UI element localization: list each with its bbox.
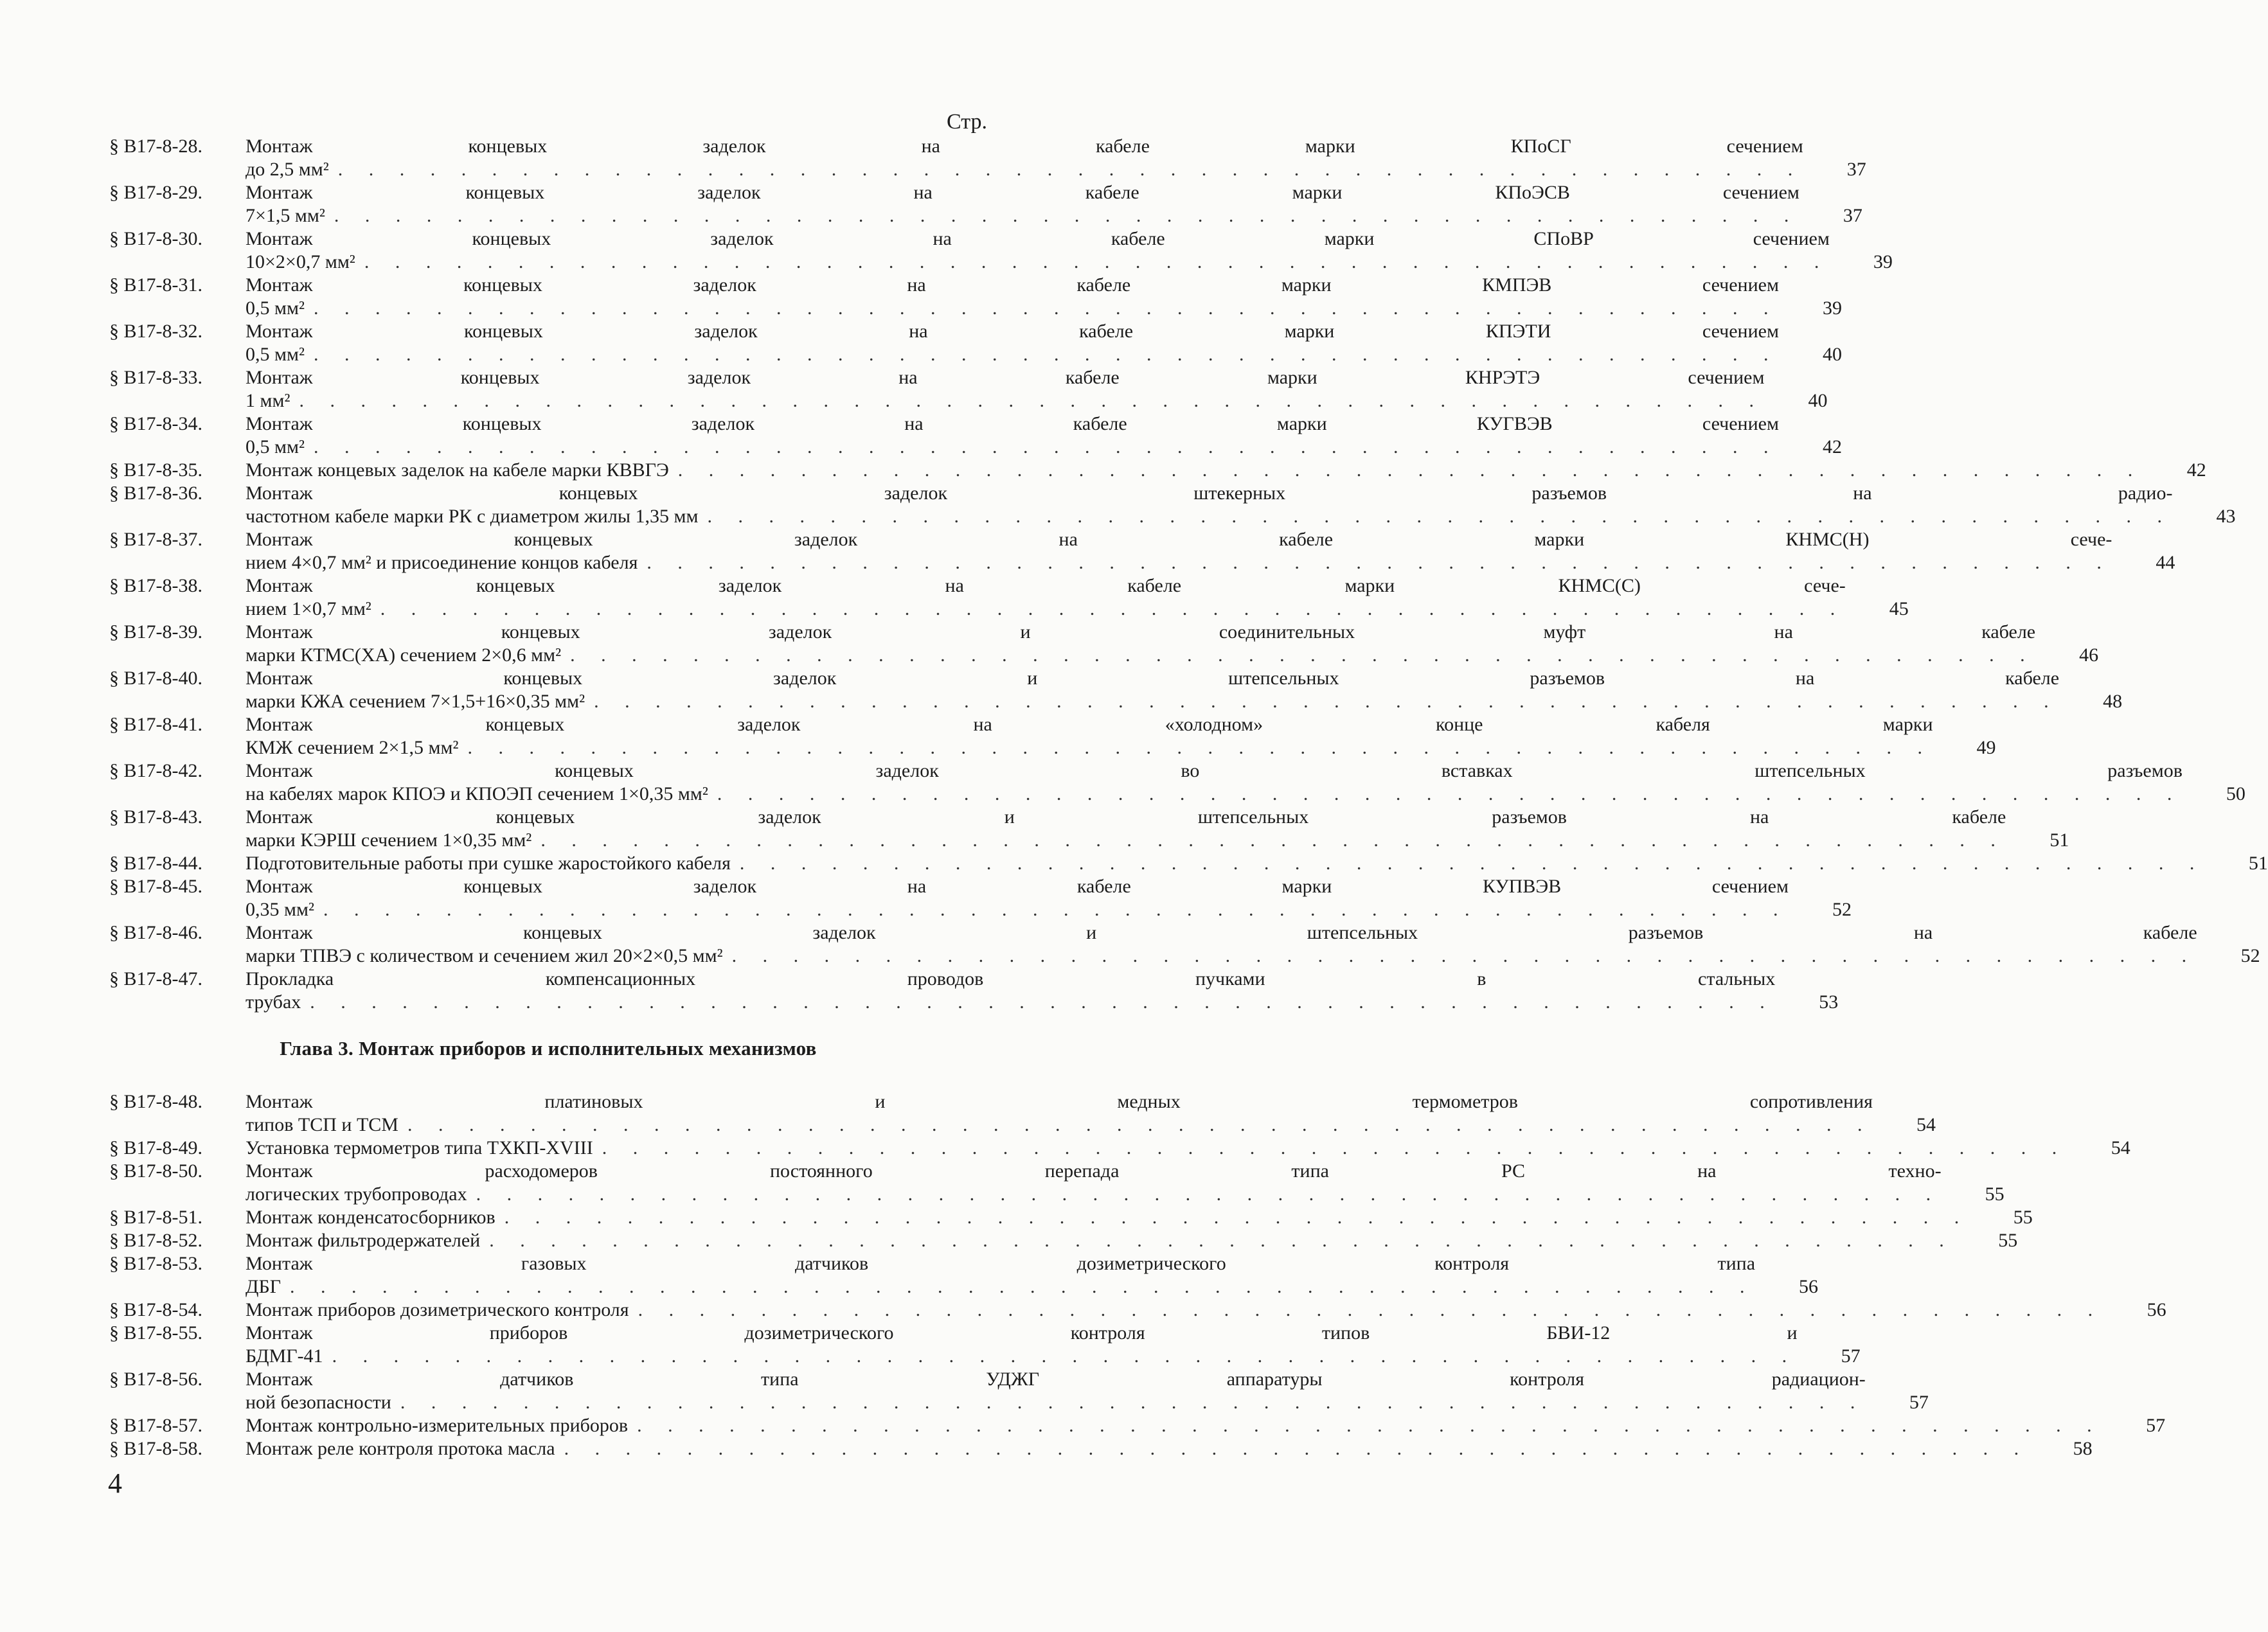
toc-page-ref: 48 [2103,691,2123,712]
toc-section-number: § В17-8-29. [109,182,202,203]
dot-leader: . . . . . . . . . . . . . . . . . . . . . . . . . . . . . . . . . . . . . . . . . . . . . . . . [540,829,2006,851]
toc-page-ref: 55 [1998,1230,2018,1251]
toc-title-line: нием 4×0,7 мм² и присоединение концов кабеля [246,552,638,573]
toc-title-line: на кабелях марок КПОЭ и КПОЭП сечением 1×0,35 мм² [246,783,708,804]
toc-entry-title [246,482,2172,528]
toc-entry [109,412,1842,459]
page-number: 4 [108,1468,122,1499]
toc-section-number: § В17-8-28. [109,136,202,157]
dot-leader: . . . . . . . . . . . . . . . . . . . . . . . . . . . . . . . . . . . . . . . . . . . . . . . . [637,1415,2103,1436]
dot-leader: . . . . . . . . . . . . . . . . . . . . . . . . . . . . . . . . . . . . . . . . . . . . . . . . [299,390,1765,411]
toc-page-ref: 57 [1909,1392,1929,1413]
toc-entry [109,1437,2093,1460]
toc-entry [109,1322,1861,1368]
toc-title-line: Монтаж фильтродержателей [246,1230,481,1251]
toc-title-line: Монтаж концевых заделок штекерных разъемов на радио- [246,483,2173,504]
toc-entry-title [246,806,2006,852]
toc-title-line: Монтаж реле контроля протока масла [246,1438,555,1459]
toc-page-ref: 52 [2240,945,2260,966]
toc-section-number: § В17-8-42. [109,760,202,781]
toc-title-line: марки ТПВЭ с количеством и сечением жил 20×2×0,5 мм² [246,945,723,966]
toc-entry-title [246,1437,2030,1460]
dot-leader: . . . . . . . . . . . . . . . . . . . . . . . . . . . . . . . . . . . . . . . . . . . . . . . . [313,436,1779,457]
dot-leader: . . . . . . . . . . . . . . . . . . . . . . . . . . . . . . . . . . . . . . . . . . . . . . . . [570,644,2036,666]
toc-title-line: Монтаж концевых заделок и штепсельных разъемов на кабеле [246,922,2197,943]
toc-entry [109,968,1839,1014]
toc-entry [109,135,1866,181]
page-column-header: Стр. [946,110,987,134]
toc-section-number: § В17-8-36. [109,483,202,504]
toc-entry [109,1368,1929,1414]
dot-leader: . . . . . . . . . . . . . . . . . . . . . . . . . . . . . . . . . . . . . . . . . . . . . . . . [717,783,2183,804]
toc-entry [109,852,2268,875]
toc-page-ref: 49 [1976,737,1996,758]
dot-leader: . . . . . . . . . . . . . . . . . . . . . . . . . . . . . . . . . . . . . . . . . . . . . . . . [647,552,2112,573]
toc-entry [109,482,2236,528]
toc-entry-title [246,852,2205,875]
toc-page-ref: 40 [1808,390,1828,411]
toc-page-ref: 58 [2073,1438,2093,1459]
toc-title-line: частотном кабеле марки РК с диаметром жилы 1,35 мм [246,506,699,527]
toc-section-number: § В17-8-51. [109,1207,202,1228]
toc-page-ref: 37 [1846,159,1866,180]
toc-title-line: Монтаж концевых заделок на кабеле марки КНМС(С) сече- [246,575,1846,596]
dot-leader: . . . . . . . . . . . . . . . . . . . . . . . . . . . . . . . . . . . . . . . . . . . . . . . . [602,1137,2067,1158]
toc-page-ref: 52 [1832,899,1852,920]
dot-leader: . . . . . . . . . . . . . . . . . . . . . . . . . . . . . . . . . . . . . . . . . . . . . . . . [731,945,2197,966]
toc-entry [109,1414,2166,1437]
dot-leader: . . . . . . . . . . . . . . . . . . . . . . . . . . . . . . . . . . . . . . . . . . . . . . . . [313,344,1779,365]
toc-section-number: § В17-8-45. [109,876,202,897]
toc-entry [109,713,1996,759]
toc-section-number: § В17-8-58. [109,1438,202,1459]
toc-title-line: Монтаж концевых заделок и штепсельных разъемов на кабеле [246,806,2006,828]
toc-title-line: 10×2×0,7 мм² [246,251,355,272]
dot-leader: . . . . . . . . . . . . . . . . . . . . . . . . . . . . . . . . . . . . . . . . . . . . . . . . [594,691,2060,712]
toc-page-ref: 45 [1889,598,1909,619]
toc-title-line: Монтаж датчиков типа УДЖГ аппаратуры контроля радиацион- [246,1369,1866,1390]
dot-leader: . . . . . . . . . . . . . . . . . . . . . . . . . . . . . . . . . . . . . . . . . . . . . . . . [476,1184,1942,1205]
toc-entry [109,1229,2018,1252]
toc-page-ref: 51 [2248,853,2268,874]
toc-section-number: § В17-8-57. [109,1415,202,1436]
toc-section-number: § В17-8-48. [109,1091,202,1112]
toc-title-line: марки КЭРШ сечением 1×0,35 мм² [246,829,532,851]
toc-page-ref: 53 [1819,991,1839,1013]
toc-title-line: Монтаж концевых заделок на кабеле марки КВВГЭ [246,459,669,481]
toc-page-ref: 40 [1822,344,1842,365]
toc-title-line: Монтаж концевых заделок на кабеле марки СПоВР сечением [246,228,1830,249]
toc-title-line: Монтаж концевых заделок на кабеле марки КПоСГ сечением [246,136,1803,157]
toc-page-ref: 39 [1822,297,1842,319]
toc-entry-title [246,320,1779,366]
dot-leader: . . . . . . . . . . . . . . . . . . . . . . . . . . . . . . . . . . . . . . . . . . . . . . . . [380,598,1846,619]
toc-page-ref: 46 [2079,644,2099,666]
toc-list-chapter-2-continued [109,135,2268,1014]
toc-list-chapter-3 [109,1090,2166,1460]
toc-entry-title [246,1414,2102,1437]
toc-entry-title [246,412,1779,459]
dot-leader: . . . . . . . . . . . . . . . . . . . . . . . . . . . . . . . . . . . . . . . . . . . . . . . . [310,991,1776,1013]
toc-title-line: Монтаж концевых заделок и соединительных муфт на кабеле [246,621,2036,643]
toc-entry-title [246,667,2059,713]
toc-entry [109,574,1909,621]
toc-entry [109,181,1862,227]
toc-section-number: § В17-8-32. [109,321,202,342]
toc-entry [109,459,2206,482]
toc-page-ref: 57 [1841,1345,1861,1367]
toc-section-number: § В17-8-39. [109,621,202,643]
toc-title-line: Монтаж концевых заделок на кабеле марки КНМС(Н) сече- [246,529,2112,550]
toc-section-number: § В17-8-34. [109,413,202,434]
toc-title-line: типов ТСП и ТСМ [246,1114,398,1135]
toc-entry [109,227,1893,274]
toc-entry [109,806,2069,852]
toc-section-number: § В17-8-55. [109,1322,202,1344]
toc-title-line: Монтаж концевых заделок на кабеле марки КНРЭТЭ сечением [246,367,1765,388]
toc-title-line: Установка термометров типа ТХКП-XVIII [246,1137,593,1158]
toc-title-line: логических трубопроводах [246,1184,467,1205]
toc-section-number: § В17-8-52. [109,1230,202,1251]
toc-entry-title [246,759,2183,806]
toc-section-number: § В17-8-35. [109,459,202,481]
toc-section-number: § В17-8-31. [109,274,202,296]
toc-title-line: 0,5 мм² [246,297,305,319]
toc-title-line: Монтаж приборов дозиметрического контроля [246,1299,629,1320]
dot-leader: . . . . . . . . . . . . . . . . . . . . . . . . . . . . . . . . . . . . . . . . . . . . . . . . [707,506,2173,527]
toc-entry [109,1137,2130,1160]
toc-page-ref: 42 [2186,459,2206,481]
toc-title-line: Монтаж концевых заделок на кабеле марки КМПЭВ сечением [246,274,1779,296]
toc-page-ref: 42 [1822,436,1842,457]
dot-leader: . . . . . . . . . . . . . . . . . . . . . . . . . . . . . . . . . . . . . . . . . . . . . . . . [323,899,1789,920]
toc-title-line: 0,35 мм² [246,899,314,920]
toc-entry [109,1160,2005,1206]
toc-section-number: § В17-8-56. [109,1369,202,1390]
toc-entry [109,667,2123,713]
toc-entry-title [246,621,2035,667]
toc-title-line: Монтаж газовых датчиков дозиметрического контроля типа [246,1253,1756,1274]
dot-leader: . . . . . . . . . . . . . . . . . . . . . . . . . . . . . . . . . . . . . . . . . . . . . . . . [364,251,1830,272]
toc-title-line: 0,5 мм² [246,344,305,365]
toc-entry-title [246,459,2143,482]
toc-title-line: Монтаж концевых заделок на кабеле марки КУГВЭВ сечением [246,413,1779,434]
toc-entry [109,1206,2033,1229]
dot-leader: . . . . . . . . . . . . . . . . . . . . . . . . . . . . . . . . . . . . . . . . . . . . . . . . [677,459,2143,481]
toc-entry-title [246,227,1830,274]
toc-title-line: Прокладка компенсационных проводов пучками в стальных [246,968,1776,989]
toc-page-ref: 39 [1873,251,1893,272]
toc-section-number: § В17-8-41. [109,714,202,735]
toc-entry-title [246,574,1846,621]
toc-page-ref: 56 [2147,1299,2166,1320]
toc-entry [109,528,2175,574]
toc-entry-title [246,1368,1866,1414]
toc-entry [109,274,1842,320]
dot-leader: . . . . . . . . . . . . . . . . . . . . . . . . . . . . . . . . . . . . . . . . . . . . . . . . [638,1299,2103,1320]
toc-entry-title [246,181,1799,227]
toc-title-line: Монтаж концевых заделок и штепсельных разъемов на кабеле [246,668,2060,689]
toc-title-line: Монтаж концевых заделок на кабеле марки КПЭТИ сечением [246,321,1779,342]
toc-entry-title [246,1252,1755,1299]
toc-page-ref: 55 [2013,1207,2033,1228]
toc-entry-title [246,135,1803,181]
toc-entry-title [246,274,1779,320]
toc-entry [109,921,2260,968]
toc-section-number: § В17-8-40. [109,668,202,689]
toc-title-line: Монтаж концевых заделок во вставках штепсельных разъемов [246,760,2183,781]
toc-entry-title [246,366,1764,412]
toc-entry [109,320,1842,366]
toc-entry [109,366,1828,412]
toc-title-line: нием 1×0,7 мм² [246,598,371,619]
toc-entry-title [246,1229,1954,1252]
dot-leader: . . . . . . . . . . . . . . . . . . . . . . . . . . . . . . . . . . . . . . . . . . . . . . . . [400,1392,1866,1413]
toc-section-number: § В17-8-37. [109,529,202,550]
toc-title-line: Монтаж концевых заделок на кабеле марки КПоЭСВ сечением [246,182,1799,203]
toc-title-line: ДБГ [246,1276,281,1297]
toc-title-line: 7×1,5 мм² [246,205,325,226]
toc-entry-title [246,1160,1942,1206]
toc-title-line: трубах [246,991,301,1013]
dot-leader: . . . . . . . . . . . . . . . . . . . . . . . . . . . . . . . . . . . . . . . . . . . . . . . . [489,1230,1955,1251]
toc-title-line: 0,5 мм² [246,436,305,457]
toc-page-ref: 50 [2226,783,2246,804]
toc-title-line: марки КЖА сечением 7×1,5+16×0,35 мм² [246,691,585,712]
toc-title-line: КМЖ сечением 2×1,5 мм² [246,737,459,758]
toc-title-line: Монтаж концевых заделок на «холодном» конце кабеля марки [246,714,1933,735]
dot-leader: . . . . . . . . . . . . . . . . . . . . . . . . . . . . . . . . . . . . . . . . . . . . . . . . [467,737,1933,758]
toc-section-number: § В17-8-43. [109,806,202,828]
toc-page-ref: 44 [2156,552,2175,573]
dot-leader: . . . . . . . . . . . . . . . . . . . . . . . . . . . . . . . . . . . . . . . . . . . . . . . . [407,1114,1873,1135]
toc-section-number: § В17-8-38. [109,575,202,596]
toc-entry [109,1299,2166,1322]
toc-entry-title [246,968,1775,1014]
toc-entry-title [246,713,1933,759]
toc-title-line: Монтаж расходомеров постоянного перепада типа РС на техно- [246,1160,1942,1182]
toc-entry-title [246,1206,1970,1229]
toc-entry [109,759,2246,806]
toc-section-number: § В17-8-54. [109,1299,202,1320]
dot-leader: . . . . . . . . . . . . . . . . . . . . . . . . . . . . . . . . . . . . . . . . . . . . . . . . [334,205,1799,226]
toc-page-ref: 56 [1799,1276,1819,1297]
toc-title-line: Подготовительные работы при сушке жаростойкого кабеля [246,853,731,874]
toc-page-ref: 51 [2049,829,2069,851]
toc-entry [109,1090,1936,1137]
dot-leader: . . . . . . . . . . . . . . . . . . . . . . . . . . . . . . . . . . . . . . . . . . . . . . . . [290,1276,1756,1297]
dot-leader: . . . . . . . . . . . . . . . . . . . . . . . . . . . . . . . . . . . . . . . . . . . . . . . . [332,1345,1798,1367]
toc-section-number: § В17-8-33. [109,367,202,388]
toc-section-number: § В17-8-47. [109,968,202,989]
toc-entry-title [246,1299,2103,1322]
toc-title-line: ной безопасности [246,1392,391,1413]
dot-leader: . . . . . . . . . . . . . . . . . . . . . . . . . . . . . . . . . . . . . . . . . . . . . . . . [313,297,1779,319]
toc-title-line: Монтаж контрольно-измерительных приборов [246,1415,629,1436]
toc-page-ref: 55 [1985,1184,2005,1205]
toc-entry [109,875,1852,921]
toc-title-line: Монтаж платиновых и медных термометров сопротивления [246,1091,1873,1112]
toc-title-line: Монтаж концевых заделок на кабеле марки КУПВЭВ сечением [246,876,1789,897]
dot-leader: . . . . . . . . . . . . . . . . . . . . . . . . . . . . . . . . . . . . . . . . . . . . . . . . [337,159,1803,180]
toc-title-line: Монтаж приборов дозиметрического контроля типов БВИ-12 и [246,1322,1798,1344]
dot-leader: . . . . . . . . . . . . . . . . . . . . . . . . . . . . . . . . . . . . . . . . . . . . . . . . [504,1207,1970,1228]
toc-title-line: Монтаж конденсатосборников [246,1207,496,1228]
toc-entry [109,1252,1819,1299]
toc-entry-title [246,875,1789,921]
toc-page-ref: 37 [1843,205,1862,226]
toc-title-line: БДМГ-41 [246,1345,323,1367]
toc-page-ref: 54 [2111,1137,2130,1158]
toc-page-ref: 54 [1916,1114,1936,1135]
toc-title-line: до 2,5 мм² [246,159,329,180]
chapter-heading: Глава 3. Монтаж приборов и исполнительных механизмов [280,1037,817,1060]
toc-section-number: § В17-8-50. [109,1160,202,1182]
toc-entry [109,621,2099,667]
toc-section-number: § В17-8-53. [109,1253,202,1274]
toc-section-number: § В17-8-46. [109,922,202,943]
dot-leader: . . . . . . . . . . . . . . . . . . . . . . . . . . . . . . . . . . . . . . . . . . . . . . . . [564,1438,2030,1459]
toc-section-number: § В17-8-44. [109,853,202,874]
dot-leader: . . . . . . . . . . . . . . . . . . . . . . . . . . . . . . . . . . . . . . . . . . . . . . . . [739,853,2205,874]
toc-page-ref: 57 [2146,1415,2166,1436]
toc-section-number: § В17-8-30. [109,228,202,249]
toc-title-line: 1 мм² [246,390,290,411]
toc-entry-title [246,1137,2067,1160]
toc-entry-title [246,921,2197,968]
toc-page-ref: 43 [2216,506,2236,527]
toc-entry-title [246,528,2112,574]
toc-entry-title [246,1090,1873,1137]
toc-section-number: § В17-8-49. [109,1137,202,1158]
toc-entry-title [246,1322,1798,1368]
toc-title-line: марки КТМС(ХА) сечением 2×0,6 мм² [246,644,562,666]
